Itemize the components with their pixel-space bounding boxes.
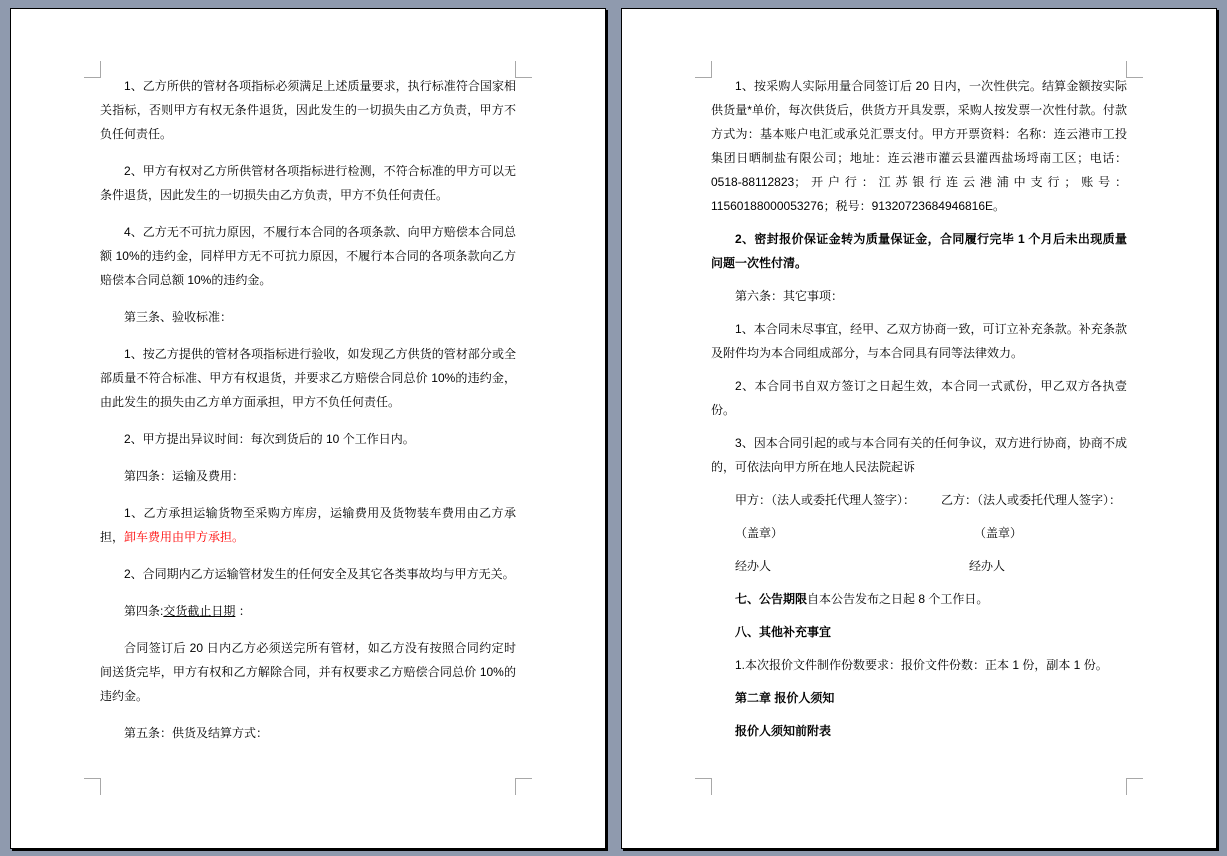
paragraph xyxy=(100,599,516,623)
paragraph xyxy=(711,620,1127,644)
signature-column-2 xyxy=(974,521,1022,545)
text-run: 七、公告期限 xyxy=(735,592,808,606)
text-run: 1、按采购人实际用量合同签订后 20 日内，一次性供完。结算金额按实际供货量*单价，每次供货后，供货方开具发票，采购人按发票一次性付款。付款方式为：基本账户电汇或承兑汇票支付。甲方开票资料：名称：连云港市工投集团日晒制盐有限公司；地址：连云港市灌云县灌西盐场埒南工区；电话：0518-88112823；开户行：江苏银行连云港浦中支行；账号：11560188000053276；税号：91320723684946816E。 xyxy=(711,79,1127,213)
paragraph xyxy=(100,721,516,745)
signature-column-2 xyxy=(969,554,1005,578)
text-boundary-mark-bottom-left xyxy=(695,778,712,795)
paragraph xyxy=(711,431,1127,479)
text-run: （盖章） xyxy=(735,526,784,540)
paragraph xyxy=(100,305,516,329)
paragraph xyxy=(100,501,516,549)
page-body[interactable] xyxy=(100,74,516,758)
page-body[interactable] xyxy=(711,74,1127,752)
paragraph xyxy=(100,220,516,292)
text-run: 第六条：其它事项： xyxy=(735,289,844,303)
text-run: 乙方：（法人或委托代理人签字）： xyxy=(941,493,1122,507)
text-run: 经办人 xyxy=(969,559,1006,573)
paragraph xyxy=(100,159,516,207)
paragraph xyxy=(711,317,1127,365)
paragraph xyxy=(711,488,1127,512)
paragraph xyxy=(711,227,1127,275)
text-run: 2、合同期内乙方运输管材发生的任何安全及其它各类事故均与甲方无关。 xyxy=(124,567,515,581)
text-run: 2、本合同书自双方签订之日起生效，本合同一式贰份，甲乙双方各执壹份。 xyxy=(711,379,1127,417)
paragraph xyxy=(711,686,1127,710)
text-run: 第五条：供货及结算方式： xyxy=(124,726,269,740)
text-run: 报价人须知前附表 xyxy=(735,724,832,738)
paragraph xyxy=(711,374,1127,422)
paragraph xyxy=(711,521,1127,545)
document-page-1[interactable] xyxy=(10,8,606,849)
text-run: 卸车费用由甲方承担。 xyxy=(124,530,245,544)
paragraph xyxy=(100,342,516,414)
text-run: 1、本合同未尽事宜，经甲、乙双方协商一致，可订立补充条款。补充条款及附件均为本合同组成部分，与本合同具有同等法律效力。 xyxy=(711,322,1127,360)
text-run: ： xyxy=(235,604,251,618)
paragraph xyxy=(711,587,1127,611)
paragraph xyxy=(100,74,516,146)
paragraph xyxy=(711,719,1127,743)
text-run: 第二章 报价人须知 xyxy=(735,691,835,705)
text-run: 第四条: xyxy=(124,604,164,618)
paragraph xyxy=(100,464,516,488)
text-run: 2、甲方有权对乙方所供管材各项指标进行检测，不符合标准的甲方可以无条件退货，因此发生的一切损失由乙方负责，甲方不负任何责任。 xyxy=(100,164,516,202)
text-run: （盖章） xyxy=(974,526,1023,540)
text-run: 1、乙方所供的管材各项指标必须满足上述质量要求，执行标准符合国家相关指标，否则甲方有权无条件退货，因此发生的一切损失由乙方负责，甲方不负任何责任。 xyxy=(100,79,516,141)
text-run: 自本公告发布之日起 8 个工作日。 xyxy=(807,592,989,606)
signature-column-2 xyxy=(941,488,1121,512)
text-run: 1、乙方承担运输货物至采购方库房，运输费用及货物装车费用由乙方承担， xyxy=(100,506,516,544)
paragraph xyxy=(100,636,516,708)
text-boundary-mark-bottom-right xyxy=(515,778,532,795)
text-run: 1、按乙方提供的管材各项指标进行验收，如发现乙方供货的管材部分或全部质量不符合标准、甲方有权退货，并要求乙方赔偿合同总价 10%的违约金，由此发生的损失由乙方单方面承担，甲方不负任何责任。 xyxy=(100,347,516,409)
text-run: 2、甲方提出异议时间：每次到货后的 10 个工作日内。 xyxy=(124,432,415,446)
text-run: 第三条、验收标准： xyxy=(124,310,233,324)
paragraph xyxy=(100,562,516,586)
text-run: 交货截止日期 xyxy=(163,604,236,618)
paragraph xyxy=(711,284,1127,308)
text-run: 4、乙方无不可抗力原因，不履行本合同的各项条款、向甲方赔偿本合同总额 10%的违约金，同样甲方无不可抗力原因，不履行本合同的各项条款向乙方赔偿本合同总额 10%的违约金。 xyxy=(100,225,516,287)
text-run: 甲方：（法人或委托代理人签字）： xyxy=(735,493,916,507)
text-run: 第四条：运输及费用： xyxy=(124,469,245,483)
paragraph xyxy=(711,554,1127,578)
paragraph xyxy=(711,653,1127,677)
text-run: 3、因本合同引起的或与本合同有关的任何争议，双方进行协商，协商不成的，可依法向甲方所在地人民法院起诉 xyxy=(711,436,1127,474)
paragraph xyxy=(100,427,516,451)
text-run: 八、其他补充事宜 xyxy=(735,625,832,639)
text-run: 合同签订后 20 日内乙方必须送完所有管材，如乙方没有按照合同约定时间送货完毕，甲方有权和乙方解除合同，并有权要求乙方赔偿合同总价 10%的违约金。 xyxy=(100,641,516,703)
text-run: 2、密封报价保证金转为质量保证金，合同履行完毕 1 个月后未出现质量问题一次性付清。 xyxy=(711,232,1127,270)
text-boundary-mark-bottom-left xyxy=(84,778,101,795)
text-run: 经办人 xyxy=(735,559,772,573)
text-boundary-mark-top-left xyxy=(84,61,101,78)
text-boundary-mark-bottom-right xyxy=(1126,778,1143,795)
text-boundary-mark-top-left xyxy=(695,61,712,78)
text-run: 1.本次报价文件制作份数要求：报价文件份数：正本 1 份，副本 1 份。 xyxy=(735,658,1108,672)
paragraph xyxy=(711,74,1127,218)
text-boundary-mark-top-right xyxy=(1126,61,1143,78)
document-page-2[interactable] xyxy=(621,8,1217,849)
text-boundary-mark-top-right xyxy=(515,61,532,78)
